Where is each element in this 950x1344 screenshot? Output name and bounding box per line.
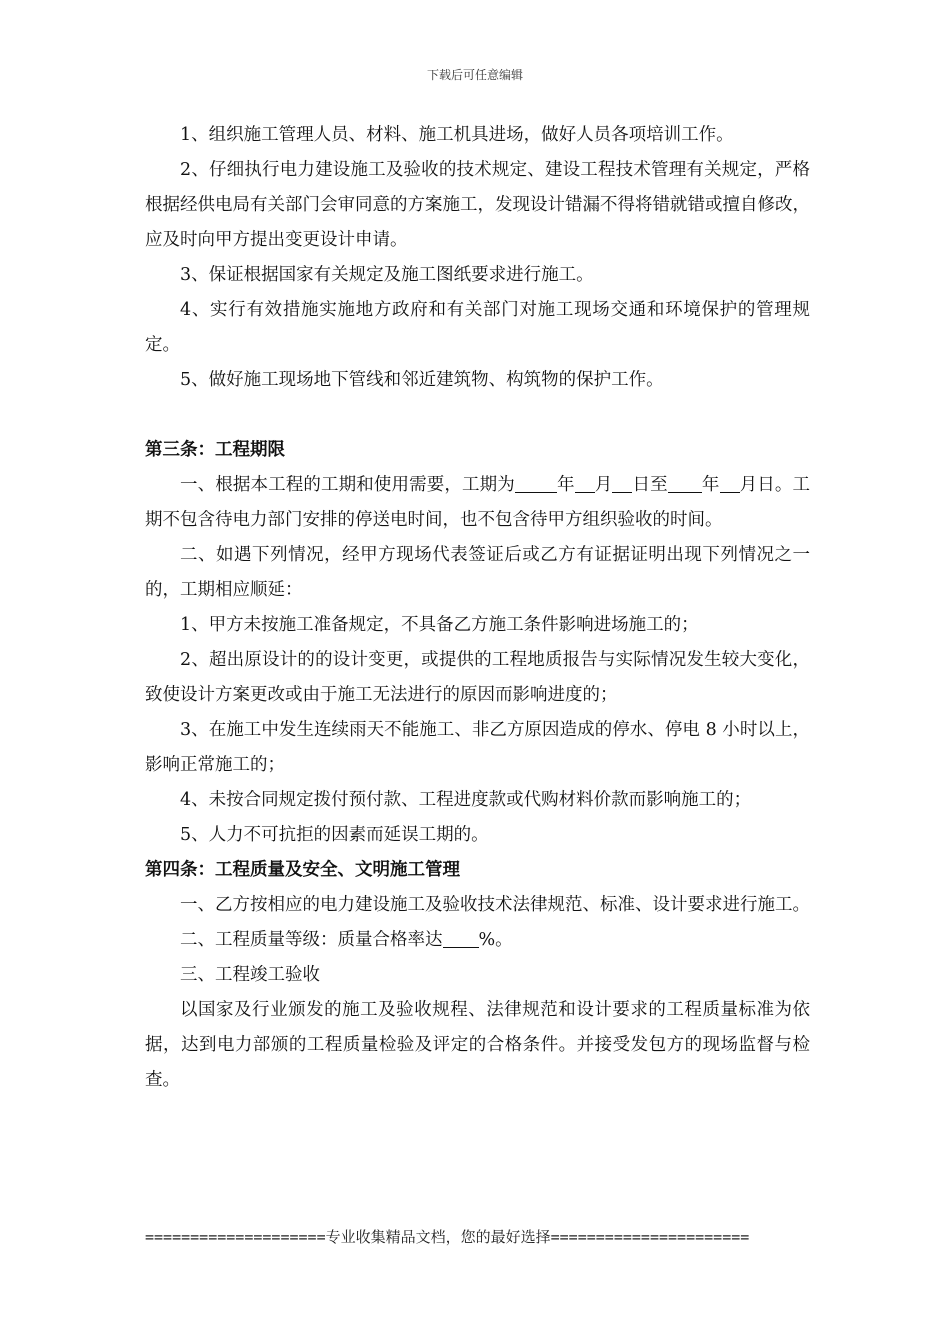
list-item: 2、超出原设计的的设计变更，或提供的工程地质报告与实际情况发生较大变化，致使设计方案更改或由于施工无法进行的原因而影响进度的； (145, 650, 810, 705)
period-text-2: 年 (556, 475, 575, 495)
blank-field (443, 929, 479, 948)
quality-text-1: 二、工程质量等级：质量合格率达 (180, 930, 443, 950)
blank-field (612, 474, 632, 493)
header-note: 下载后可任意编辑 (426, 68, 523, 82)
article-3-heading: 第三条：工程期限 (145, 440, 285, 460)
footer-note: ====================专业收集精品文档，您的最好选择====================== (145, 1228, 750, 1246)
blank-field (515, 474, 557, 493)
article-4-heading: 第四条：工程质量及安全、文明施工管理 (145, 860, 460, 880)
list-item: 5、人力不可抗拒的因素而延误工期的。 (180, 825, 489, 845)
blank-field (575, 474, 595, 493)
document-body (145, 118, 810, 1098)
period-text-6: 月日。工期不包含待电力部门安排的停送电时间，也不包含待甲方组织验收的时间。 (145, 475, 810, 530)
period-text-4: 日至 (632, 475, 668, 495)
period-text-1: 一、根据本工程的工期和使用需要，工期为 (180, 475, 515, 495)
quality-standard-clause: 一、乙方按相应的电力建设施工及验收技术法律规范、标准、设计要求进行施工。 (180, 895, 810, 915)
blank-field (668, 474, 702, 493)
list-item: 5、做好施工现场地下管线和邻近建筑物、构筑物的保护工作。 (180, 370, 664, 390)
spacer (145, 398, 810, 433)
list-item: 4、实行有效措施实施地方政府和有关部门对施工现场交通和环境保护的管理规定。 (145, 300, 810, 355)
list-item: 2、仔细执行电力建设施工及验收的技术规定、建设工程技术管理有关规定，严格根据经供电局有关部门会审同意的方案施工，发现设计错漏不得将错就错或擅自修改，应及时向甲方提出变更设计申请。 (145, 160, 810, 250)
quality-grade-clause (145, 923, 810, 958)
acceptance-clause: 以国家及行业颁发的施工及验收规程、法律规范和设计要求的工程质量标准为依据，达到电力部颁的工程质量检验及评定的合格条件。并接受发包方的现场监督与检查。 (145, 1000, 810, 1090)
list-item: 3、在施工中发生连续雨天不能施工、非乙方原因造成的停水、停电 8 小时以上，影响正常施工的； (145, 720, 810, 775)
extension-intro: 二、如遇下列情况，经甲方现场代表签证后或乙方有证据证明出现下列情况之一的，工期相应顺延： (145, 545, 810, 600)
list-item: 1、组织施工管理人员、材料、施工机具进场，做好人员各项培训工作。 (180, 125, 734, 145)
acceptance-title: 三、工程竣工验收 (180, 965, 320, 985)
construction-period-clause (145, 468, 810, 538)
period-text-3: 月 (594, 475, 613, 495)
blank-field (720, 474, 740, 493)
list-item: 1、甲方未按施工准备规定，不具备乙方施工条件影响进场施工的； (180, 615, 699, 635)
list-item: 4、未按合同规定拨付预付款、工程进度款或代购材料价款而影响施工的； (180, 790, 752, 810)
list-item: 3、保证根据国家有关规定及施工图纸要求进行施工。 (180, 265, 594, 285)
period-text-5: 年 (701, 475, 720, 495)
quality-text-2: %。 (478, 930, 513, 950)
